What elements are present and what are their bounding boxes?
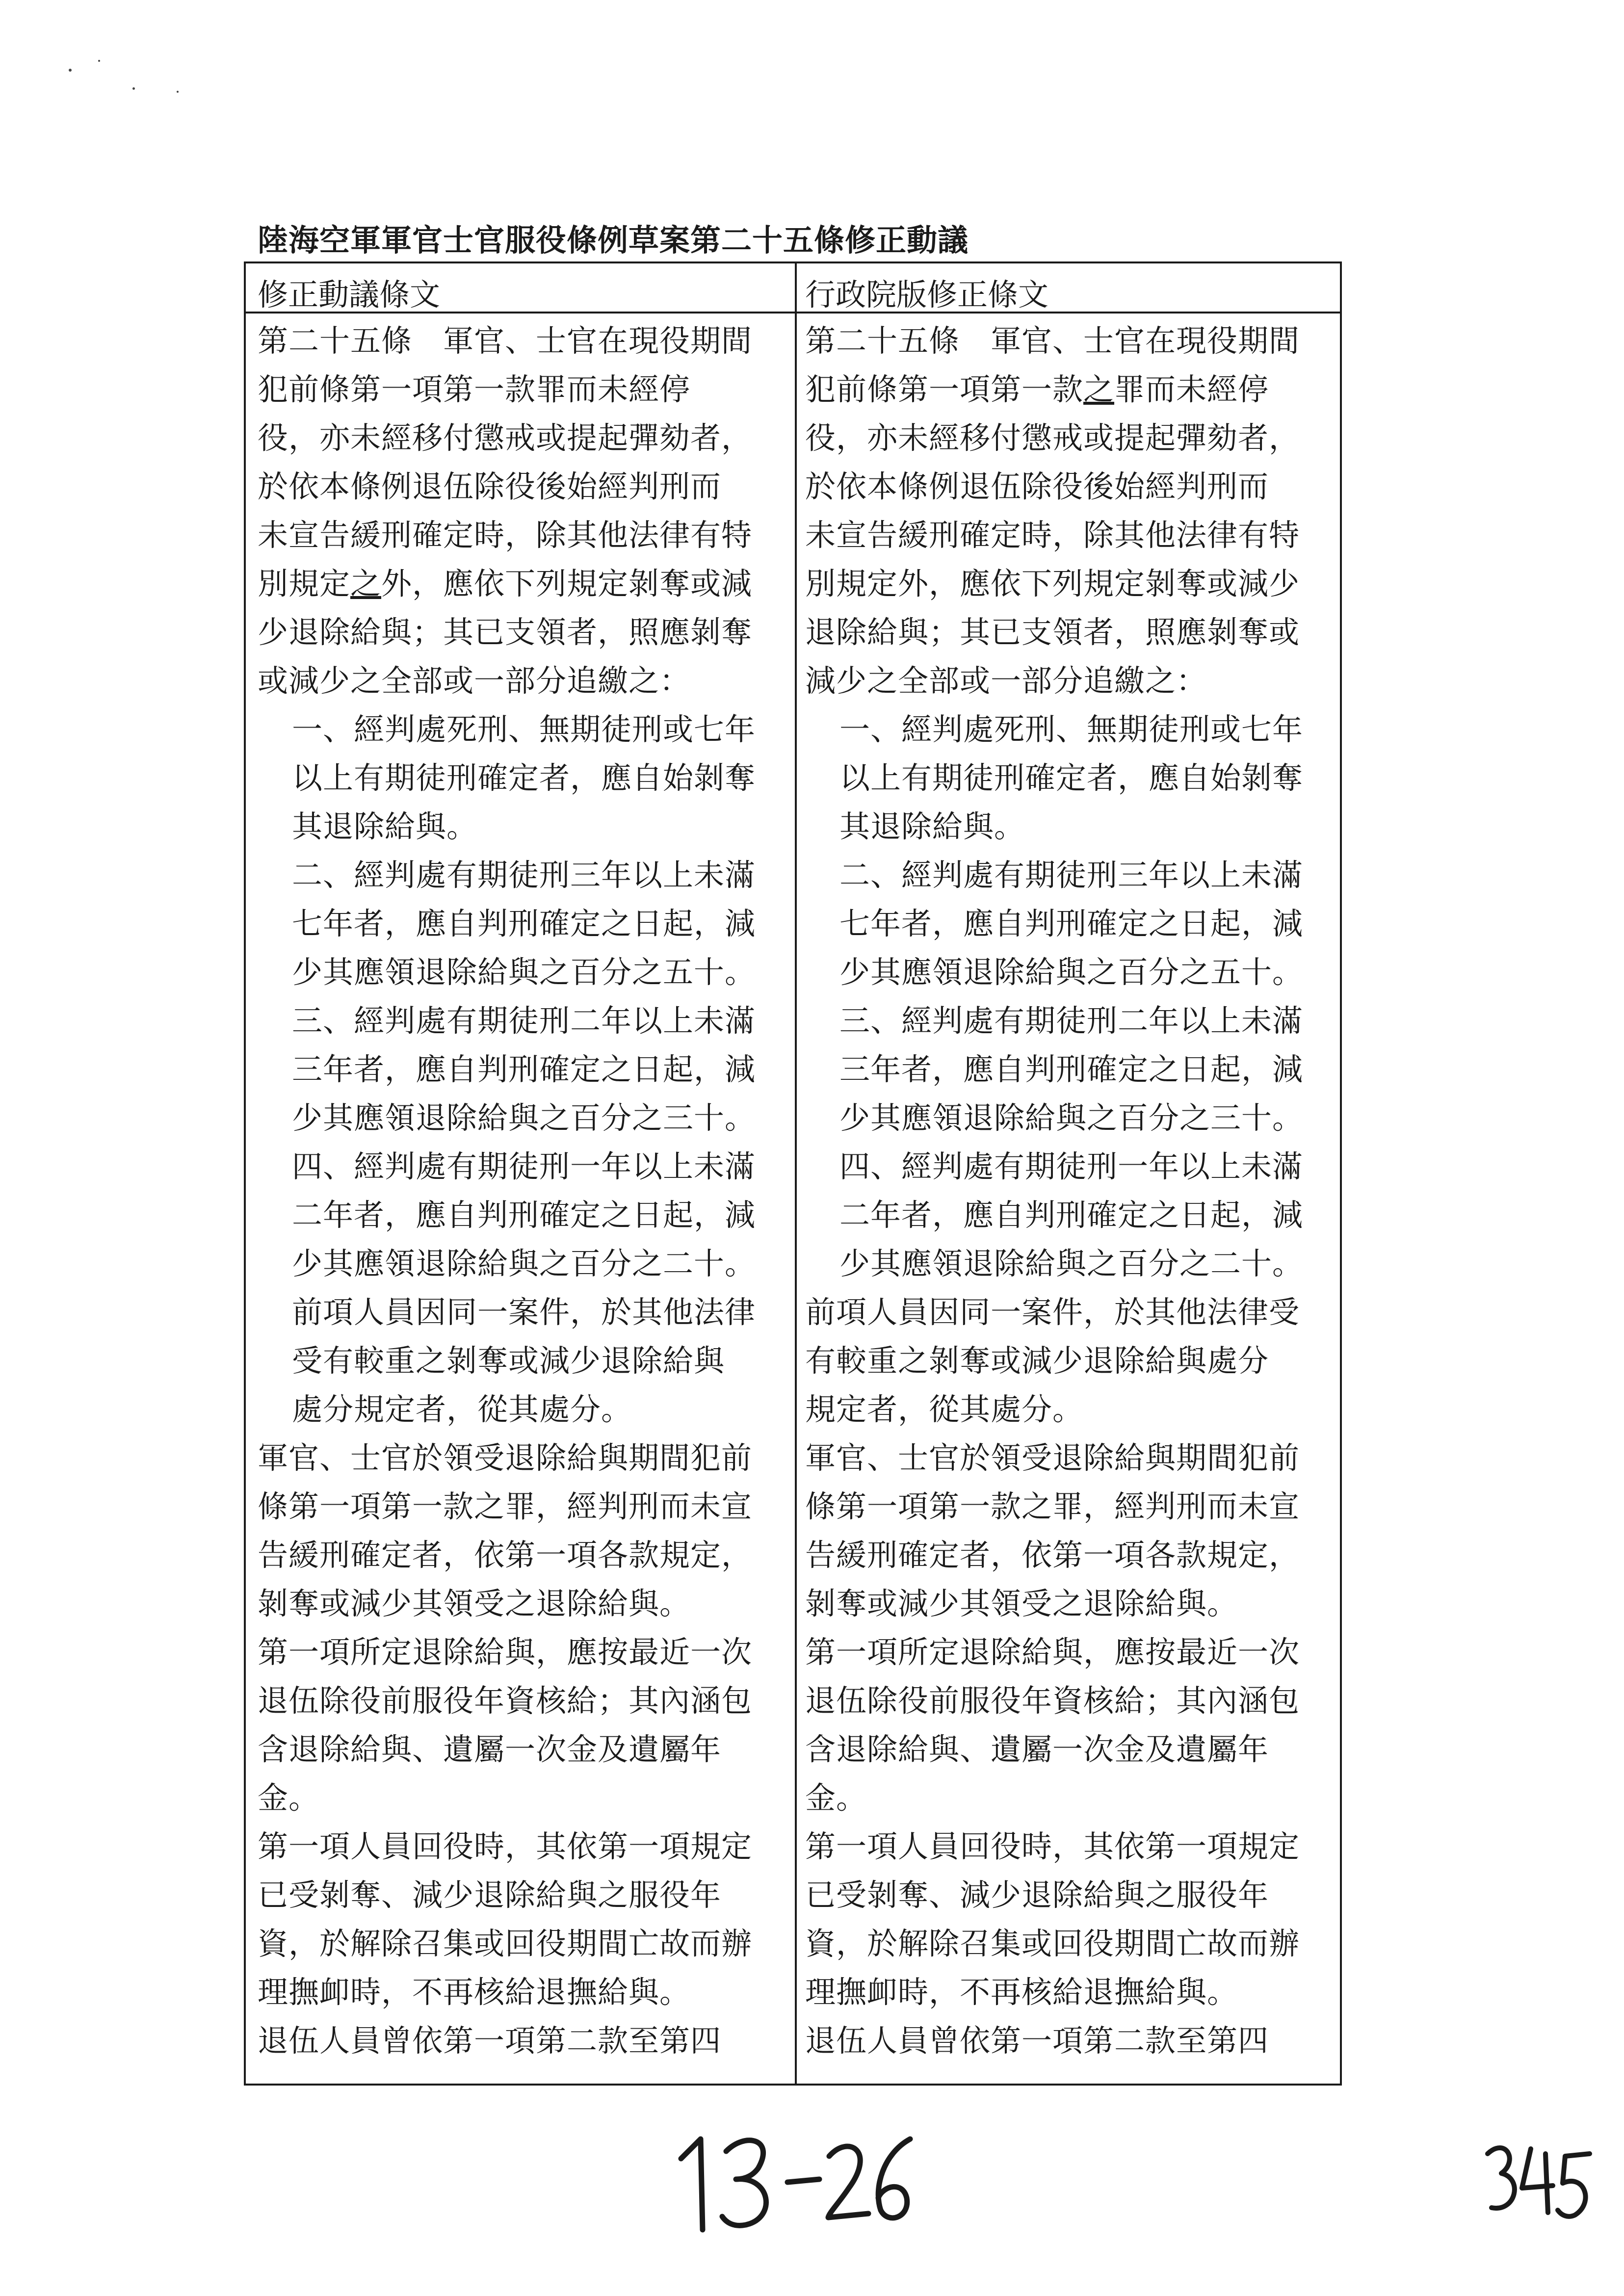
column-divider <box>795 263 797 2084</box>
text-line: 其退除給與。 <box>839 809 1025 844</box>
text-line: 少其應領退除給與之百分之三十。 <box>839 1100 1304 1136</box>
text-line: 二、經判處有期徒刑三年以上未滿 <box>839 857 1304 893</box>
text-line: 退伍人員曾依第一項第二款至第四 <box>258 2023 722 2059</box>
text-line: 金。 <box>258 1780 320 1816</box>
text-line: 含退除給與、遺屬一次金及遺屬年 <box>805 1731 1269 1767</box>
text-line: 少其應領退除給與之百分之五十。 <box>839 954 1304 990</box>
right-column-text <box>805 316 1337 2065</box>
text-line: 理撫卹時，不再核給退撫給與。 <box>805 1974 1238 2010</box>
text-line: 二年者，應自判刑確定之日起，減 <box>292 1197 756 1233</box>
text-line: 退伍人員曾依第一項第二款至第四 <box>805 2023 1269 2059</box>
text-line: 四、經判處有期徒刑一年以上未滿 <box>292 1148 756 1184</box>
text-line: 已受剝奪、減少退除給與之服役年 <box>258 1877 722 1913</box>
text-line: 未宣告緩刑確定時，除其他法律有特 <box>805 517 1300 553</box>
text-line: 以上有期徒刑確定者，應自始剝奪 <box>839 760 1304 796</box>
text-line: 第二十五條 軍官、士官在現役期間 <box>258 323 753 359</box>
text-line: 條第一項第一款之罪，經判刑而未宣 <box>805 1488 1300 1524</box>
text-line: 少其應領退除給與之百分之五十。 <box>292 954 756 990</box>
text-line: 告緩刑確定者，依第一項各款規定， <box>805 1537 1300 1573</box>
text-line: 含退除給與、遺屬一次金及遺屬年 <box>258 1731 722 1767</box>
text-line: 三年者，應自判刑確定之日起，減 <box>292 1051 756 1087</box>
text-line: 告緩刑確定者，依第一項各款規定， <box>258 1537 753 1573</box>
text-line: 七年者，應自判刑確定之日起，減 <box>292 906 756 941</box>
text-line: 退伍除役前服役年資核給；其內涵包 <box>258 1683 753 1719</box>
text-line: 軍官、士官於領受退除給與期間犯前 <box>805 1440 1300 1476</box>
text-line: 有較重之剝奪或減少退除給與處分 <box>805 1343 1269 1379</box>
text-line: 或減少之全部或一部分追繳之： <box>258 663 691 699</box>
text-line <box>805 365 1337 414</box>
text-segment: 外，應依下列規定剝奪或減 <box>381 566 753 601</box>
text-line <box>258 559 790 608</box>
handwritten-page-number <box>1477 2134 1595 2222</box>
text-line: 於依本條例退伍除役後始經判刑而 <box>805 469 1269 504</box>
text-line: 犯前條第一項第一款罪而未經停 <box>258 371 691 407</box>
text-segment: 別規定 <box>258 566 351 601</box>
text-line: 別規定外，應依下列規定剝奪或減少 <box>805 566 1300 601</box>
text-line: 一、經判處死刑、無期徒刑或七年 <box>839 711 1304 747</box>
text-line: 少退除給與；其已支領者，照應剝奪 <box>258 614 753 650</box>
text-line: 第一項人員回役時，其依第一項規定 <box>258 1828 753 1864</box>
text-line: 三年者，應自判刑確定之日起，減 <box>839 1051 1304 1087</box>
text-line: 退伍除役前服役年資核給；其內涵包 <box>805 1683 1300 1719</box>
text-line: 減少之全部或一部分追繳之： <box>805 663 1207 699</box>
underlined-insertion: 之 <box>350 566 382 601</box>
text-line: 於依本條例退伍除役後始經判刑而 <box>258 469 722 504</box>
text-line: 四、經判處有期徒刑一年以上未滿 <box>839 1148 1304 1184</box>
text-line: 資，於解除召集或回役期間亡故而辦 <box>805 1926 1300 1961</box>
text-line: 第二十五條 軍官、士官在現役期間 <box>805 323 1300 359</box>
text-line: 其退除給與。 <box>292 809 478 844</box>
text-line: 以上有期徒刑確定者，應自始剝奪 <box>292 760 756 796</box>
text-line: 退除給與；其已支領者，照應剝奪或 <box>805 614 1300 650</box>
text-line: 條第一項第一款之罪，經判刑而未宣 <box>258 1488 753 1524</box>
text-line: 七年者，應自判刑確定之日起，減 <box>839 906 1304 941</box>
text-line: 金。 <box>805 1780 867 1816</box>
handwritten-page-mark <box>672 2124 917 2237</box>
underlined-insertion: 之 <box>1083 371 1115 407</box>
scan-specks <box>59 54 206 113</box>
text-line: 第一項人員回役時，其依第一項規定 <box>805 1828 1300 1864</box>
text-line: 二年者，應自判刑確定之日起，減 <box>839 1197 1304 1233</box>
text-segment: 罪而未經停 <box>1114 371 1269 407</box>
text-line: 規定者，從其處分。 <box>805 1391 1084 1427</box>
right-column-header: 行政院版修正條文 <box>805 277 1049 313</box>
left-column-header: 修正動議條文 <box>258 277 441 313</box>
left-column-text <box>258 316 790 2065</box>
text-line: 役，亦未經移付懲戒或提起彈劾者， <box>258 420 753 456</box>
text-line: 剝奪或減少其領受之退除給與。 <box>805 1586 1238 1621</box>
text-line: 剝奪或減少其領受之退除給與。 <box>258 1586 691 1621</box>
text-line: 第一項所定退除給與，應按最近一次 <box>805 1634 1300 1670</box>
text-line: 處分規定者，從其處分。 <box>292 1391 632 1427</box>
document-title: 陸海空軍軍官士官服役條例草案第二十五條修正動議 <box>258 222 969 258</box>
text-line: 理撫卹時，不再核給退撫給與。 <box>258 1974 691 2010</box>
text-line: 役，亦未經移付懲戒或提起彈劾者， <box>805 420 1300 456</box>
text-line: 少其應領退除給與之百分之二十。 <box>292 1246 756 1281</box>
text-line: 受有較重之剝奪或減少退除給與 <box>292 1343 725 1379</box>
text-line: 前項人員因同一案件，於其他法律 <box>292 1294 756 1330</box>
text-line: 資，於解除召集或回役期間亡故而辦 <box>258 1926 753 1961</box>
text-line: 二、經判處有期徒刑三年以上未滿 <box>292 857 756 893</box>
text-line: 已受剝奪、減少退除給與之服役年 <box>805 1877 1269 1913</box>
comparison-table <box>244 261 1342 2086</box>
text-line: 少其應領退除給與之百分之三十。 <box>292 1100 756 1136</box>
text-line: 三、經判處有期徒刑二年以上未滿 <box>839 1003 1304 1039</box>
text-line: 三、經判處有期徒刑二年以上未滿 <box>292 1003 756 1039</box>
text-line: 未宣告緩刑確定時，除其他法律有特 <box>258 517 753 553</box>
text-line: 軍官、士官於領受退除給與期間犯前 <box>258 1440 753 1476</box>
text-line: 一、經判處死刑、無期徒刑或七年 <box>292 711 756 747</box>
text-line: 少其應領退除給與之百分之二十。 <box>839 1246 1304 1281</box>
text-line: 前項人員因同一案件，於其他法律受 <box>805 1294 1300 1330</box>
text-segment: 犯前條第一項第一款 <box>805 371 1084 407</box>
text-line: 第一項所定退除給與，應按最近一次 <box>258 1634 753 1670</box>
